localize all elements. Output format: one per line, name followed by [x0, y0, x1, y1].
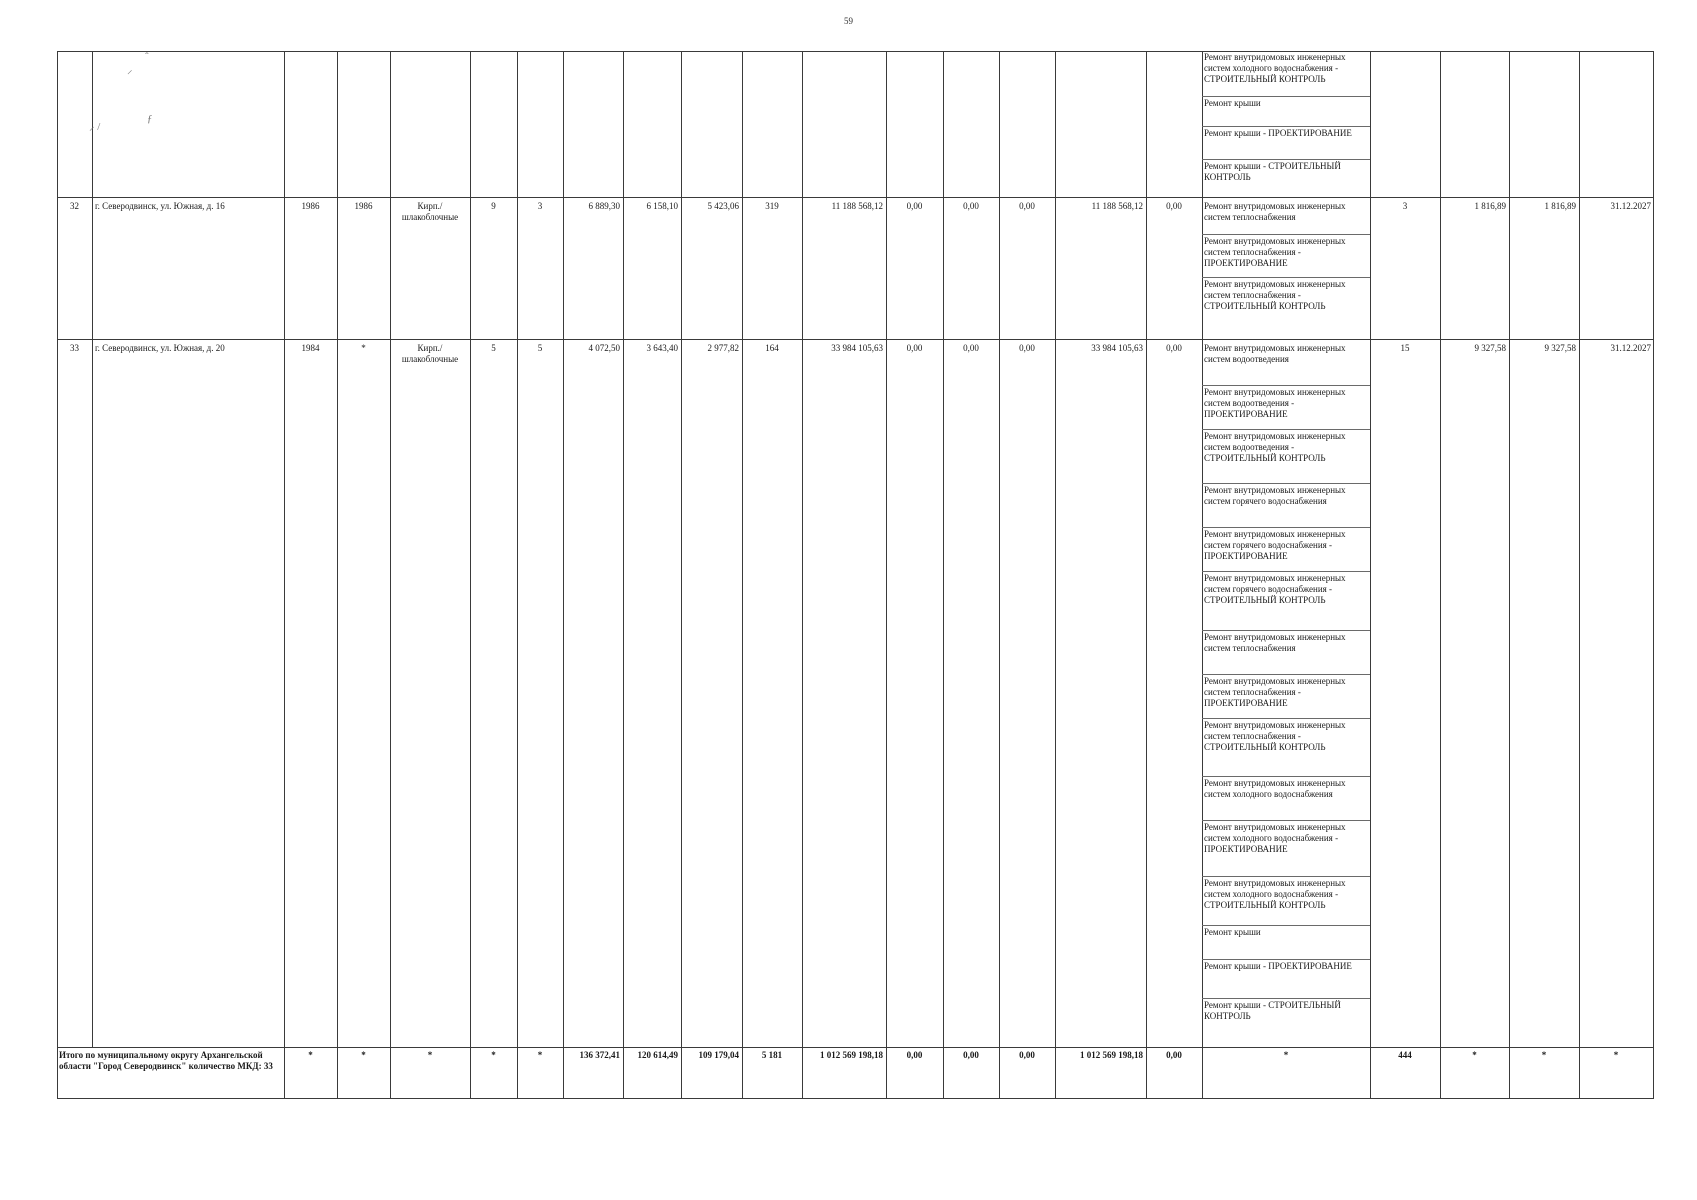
fund-other: 0,00 — [1166, 201, 1182, 211]
grid-line — [1202, 630, 1370, 631]
total-cost-per-m2: * — [1472, 1050, 1477, 1060]
grid-line — [1202, 385, 1370, 386]
grid-line — [57, 51, 1654, 52]
total-works: * — [1283, 1050, 1289, 1060]
cost-total: 33 984 105,63 — [831, 343, 883, 353]
scan-mark: ˆ — [145, 51, 149, 63]
year-built: 1984 — [301, 343, 320, 353]
grid-line — [1202, 718, 1370, 719]
repair-program-table — [57, 51, 1654, 1099]
total-entrances: * — [537, 1050, 543, 1060]
total-area-total: 136 372,41 — [579, 1050, 620, 1060]
grid-line — [1202, 527, 1370, 528]
grid-line — [92, 51, 93, 1047]
grid-line — [1202, 159, 1370, 160]
work-item: Ремонт внутридомовых инженерных систем теплоснабжения — [1204, 632, 1346, 653]
fund-fcp: 0,00 — [906, 201, 923, 211]
grid-line — [57, 339, 1654, 340]
grid-line — [1653, 51, 1654, 1099]
residents: 164 — [765, 343, 779, 353]
total-works-count: 444 — [1398, 1050, 1412, 1060]
grid-line — [1202, 234, 1370, 235]
entrances: 5 — [537, 343, 543, 353]
work-item: Ремонт крыши - ПРОЕКТИРОВАНИЕ — [1204, 128, 1352, 138]
total-deadline: * — [1613, 1050, 1619, 1060]
total-fund-fcp: 0,00 — [906, 1050, 923, 1060]
area-residential: 5 423,06 — [707, 201, 739, 211]
works-count: 3 — [1402, 201, 1408, 211]
year-reconstructed: 1986 — [354, 201, 373, 211]
work-item: Ремонт внутридомовых инженерных систем холодного водоснабжения - СТРОИТЕЛЬНЫЙ КОНТРОЛЬ — [1204, 52, 1346, 84]
grid-line — [1202, 925, 1370, 926]
fund-local: 0,00 — [1019, 201, 1035, 211]
grid-line — [1202, 776, 1370, 777]
limit-per-m2: 9 327,58 — [1544, 343, 1576, 353]
total-area-premises: 120 614,49 — [637, 1050, 678, 1060]
fund-fcp: 0,00 — [906, 343, 923, 353]
work-item: Ремонт внутридомовых инженерных систем холодного водоснабжения - ПРОЕКТИРОВАНИЕ — [1204, 822, 1346, 854]
total-fund-owners: 1 012 569 198,18 — [1080, 1050, 1143, 1060]
total-cost: 1 012 569 198,18 — [820, 1050, 883, 1060]
work-item: Ремонт внутридомовых инженерных систем теплоснабжения - ПРОЕКТИРОВАНИЕ — [1204, 676, 1346, 708]
total-residents: 5 181 — [761, 1050, 783, 1060]
grid-line — [57, 1047, 1654, 1048]
scan-mark: ƒ — [147, 113, 153, 125]
grid-line — [57, 1098, 1654, 1099]
grid-line — [1202, 876, 1370, 877]
cost-per-m2: 9 327,58 — [1474, 343, 1506, 353]
grid-line — [1202, 998, 1370, 999]
cost-per-m2: 1 816,89 — [1474, 201, 1506, 211]
grid-line — [1202, 571, 1370, 572]
fund-other: 0,00 — [1166, 343, 1182, 353]
work-item: Ремонт внутридомовых инженерных систем холодного водоснабжения — [1204, 778, 1346, 799]
grid-line — [1202, 820, 1370, 821]
work-item: Ремонт крыши - ПРОЕКТИРОВАНИЕ — [1204, 961, 1352, 971]
total-fund-other: 0,00 — [1166, 1050, 1182, 1060]
total-year-reconstructed: * — [361, 1050, 366, 1060]
page-number: 59 — [844, 16, 853, 26]
work-item: Ремонт внутридомовых инженерных систем холодного водоснабжения - СТРОИТЕЛЬНЫЙ КОНТРОЛЬ — [1204, 878, 1346, 910]
work-item: Ремонт внутридомовых инженерных систем горячего водоснабжения - СТРОИТЕЛЬНЫЙ КОНТРОЛЬ — [1204, 573, 1346, 605]
deadline: 31.12.2027 — [1610, 201, 1651, 211]
total-label: Итого по муниципальному округу Архангельской области "Город Северодвинск" количество МКД: 33 — [59, 1050, 273, 1071]
grid-line — [1202, 959, 1370, 960]
total-year-built: * — [308, 1050, 313, 1060]
grid-line — [1202, 483, 1370, 484]
grid-line — [1202, 51, 1203, 1099]
work-item: Ремонт внутридомовых инженерных систем горячего водоснабжения - ПРОЕКТИРОВАНИЕ — [1204, 529, 1346, 561]
fund-owners: 11 188 568,12 — [1091, 201, 1143, 211]
grid-line — [1202, 674, 1370, 675]
floors: 5 — [491, 343, 496, 353]
grid-line — [57, 197, 1654, 198]
wall-material: Кирп./ шлакоблочные — [401, 343, 459, 364]
row-number: 32 — [70, 201, 79, 211]
scan-mark: ⸍ — [127, 69, 133, 81]
grid-line — [1202, 429, 1370, 430]
work-item: Ремонт внутридомовых инженерных систем водоотведения — [1204, 343, 1346, 364]
row-number: 33 — [70, 343, 79, 353]
work-item: Ремонт крыши - СТРОИТЕЛЬНЫЙ КОНТРОЛЬ — [1204, 161, 1341, 182]
work-item: Ремонт внутридомовых инженерных систем горячего водоснабжения — [1204, 485, 1346, 506]
fund-local: 0,00 — [1019, 343, 1035, 353]
work-item: Ремонт внутридомовых инженерных систем теплоснабжения — [1204, 201, 1346, 222]
entrances: 3 — [537, 201, 543, 211]
limit-per-m2: 1 816,89 — [1544, 201, 1576, 211]
work-item: Ремонт внутридомовых инженерных систем теплоснабжения - СТРОИТЕЛЬНЫЙ КОНТРОЛЬ — [1204, 279, 1346, 311]
wall-material: Кирп./ шлакоблочные — [401, 201, 459, 222]
total-limit-per-m2: * — [1541, 1050, 1547, 1060]
area-residential: 2 977,82 — [707, 343, 739, 353]
grid-line — [1202, 126, 1370, 127]
cost-total: 11 188 568,12 — [831, 201, 883, 211]
area-premises: 3 643,40 — [646, 343, 678, 353]
year-reconstructed: * — [361, 343, 366, 353]
fund-subject: 0,00 — [963, 343, 979, 353]
address: г. Северодвинск, ул. Южная, д. 16 — [95, 201, 225, 211]
work-item: Ремонт крыши - СТРОИТЕЛЬНЫЙ КОНТРОЛЬ — [1204, 1000, 1341, 1021]
area-premises: 6 158,10 — [646, 201, 678, 211]
total-fund-subject: 0,00 — [963, 1050, 979, 1060]
grid-line — [1202, 96, 1370, 97]
address: г. Северодвинск, ул. Южная, д. 20 — [95, 343, 225, 353]
year-built: 1986 — [301, 201, 320, 211]
work-item: Ремонт внутридомовых инженерных систем водоотведения - ПРОЕКТИРОВАНИЕ — [1204, 387, 1346, 419]
works-count: 15 — [1400, 343, 1410, 353]
total-fund-local: 0,00 — [1019, 1050, 1035, 1060]
grid-line — [1202, 277, 1370, 278]
area-total: 4 072,50 — [588, 343, 620, 353]
work-item: Ремонт внутридомовых инженерных систем теплоснабжения - ПРОЕКТИРОВАНИЕ — [1204, 236, 1346, 268]
residents: 319 — [765, 201, 779, 211]
total-material: * — [427, 1050, 433, 1060]
scan-mark: ⸝ / — [89, 121, 101, 133]
work-item: Ремонт внутридомовых инженерных систем теплоснабжения - СТРОИТЕЛЬНЫЙ КОНТРОЛЬ — [1204, 720, 1346, 752]
work-item: Ремонт крыши — [1204, 927, 1261, 937]
area-total: 6 889,30 — [588, 201, 620, 211]
work-item: Ремонт внутридомовых инженерных систем водоотведения - СТРОИТЕЛЬНЫЙ КОНТРОЛЬ — [1204, 431, 1346, 463]
total-area-residential: 109 179,04 — [698, 1050, 739, 1060]
fund-owners: 33 984 105,63 — [1091, 343, 1143, 353]
deadline: 31.12.2027 — [1610, 343, 1651, 353]
floors: 9 — [491, 201, 496, 211]
fund-subject: 0,00 — [963, 201, 979, 211]
total-floors: * — [491, 1050, 496, 1060]
work-item: Ремонт крыши — [1204, 98, 1261, 108]
